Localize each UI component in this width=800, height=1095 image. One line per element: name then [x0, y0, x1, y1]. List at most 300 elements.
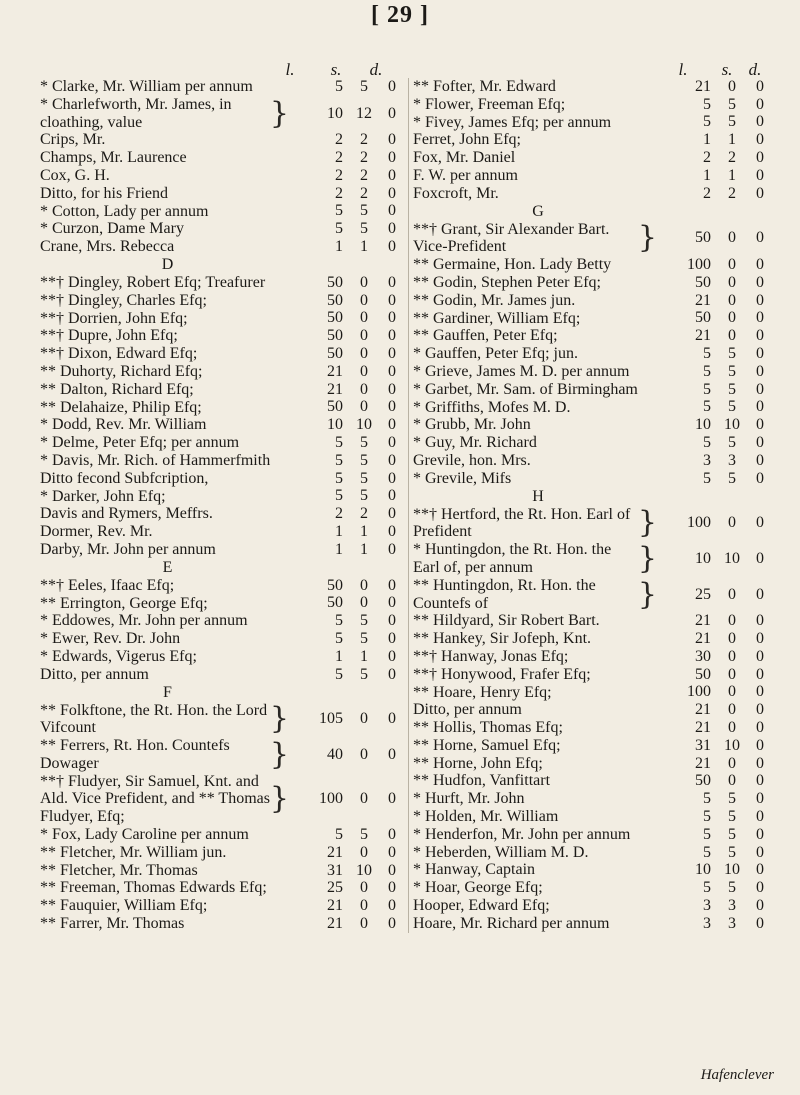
subscriber-entry: [413, 381, 773, 399]
amount: [661, 78, 773, 96]
shillings-header: s.: [330, 60, 342, 79]
pounds-value: 5: [703, 362, 711, 380]
amount: [293, 666, 405, 684]
subscriber-entry: [413, 701, 773, 719]
pounds-value: 5: [703, 469, 711, 487]
catchword: Hafenclever: [700, 1067, 774, 1083]
subscriber-name: ** Hankey, Sir Jofeph, Knt.: [413, 630, 592, 648]
shillings-value: 12: [356, 104, 372, 122]
pence-value: 0: [756, 273, 764, 291]
subscriber-entry: [413, 772, 773, 790]
shillings-value: 5: [360, 451, 368, 469]
subscriber-entry: [413, 78, 773, 96]
shillings-value: 5: [728, 362, 736, 380]
shillings-value: 0: [360, 380, 368, 398]
subscriber-name: Ditto, per annum: [40, 665, 149, 683]
pence-value: 0: [388, 380, 396, 398]
subscriber-entry: [413, 719, 773, 737]
pounds-value: 100: [687, 683, 711, 701]
shillings-value: 1: [728, 166, 736, 184]
pence-value: 0: [756, 647, 764, 665]
subscriber-name: Ditto fecond Subfcription,: [40, 469, 209, 487]
right-subscriber-column: [408, 78, 773, 933]
amount: [661, 772, 773, 790]
subscriber-name: ** Freeman, Thomas Edwards Efq;: [40, 879, 267, 897]
pence-value: 0: [756, 585, 764, 603]
pence-value: 0: [388, 647, 396, 665]
amount: [293, 541, 405, 559]
pence-value: 0: [388, 469, 396, 487]
amount: [661, 514, 773, 532]
subscriber-entry: [413, 345, 773, 363]
pence-value: 0: [756, 736, 764, 754]
pence-value: 0: [388, 398, 396, 416]
subscriber-entry: [40, 292, 405, 310]
subscriber-name: Grevile, hon. Mrs.: [413, 451, 531, 469]
shillings-value: 1: [728, 131, 736, 149]
pounds-value: 5: [703, 808, 711, 826]
amount: [661, 861, 773, 879]
subscriber-entry: [40, 879, 405, 897]
pence-value: 0: [388, 327, 396, 345]
brace-mark: }: [637, 576, 657, 612]
subscriber-entry: [413, 861, 773, 879]
amount: [293, 167, 405, 185]
pounds-value: 5: [703, 345, 711, 363]
shillings-value: 5: [360, 612, 368, 630]
amount: [293, 310, 405, 328]
subscriber-entry: [413, 737, 773, 755]
pounds-value: 5: [335, 469, 343, 487]
subscriber-entry: [413, 96, 773, 114]
pence-value: 0: [756, 149, 764, 167]
pence-value: 0: [756, 309, 764, 327]
amount: [293, 203, 405, 221]
subscriber-name: ** Errington, George Efq;: [40, 594, 208, 612]
amount: [293, 470, 405, 488]
subscriber-entry: [40, 78, 405, 96]
page-number: [ 29 ]: [371, 2, 429, 28]
subscriber-entry: [40, 862, 405, 880]
amount: [293, 327, 405, 345]
subscriber-name: **† Hertford, the Rt. Hon. Earl of Prefident: [413, 505, 631, 541]
subscriber-entry: [413, 790, 773, 808]
subscriber-entry: [40, 844, 405, 862]
amount: [293, 105, 405, 123]
subscriber-name: ** Godin, Mr. James jun.: [413, 291, 576, 309]
section-letter: F: [163, 683, 172, 701]
pounds-value: 25: [695, 585, 711, 603]
subscriber-entry: [40, 470, 405, 488]
subscriber-name: ** Horne, John Efq;: [413, 754, 543, 772]
shillings-header: s.: [721, 60, 733, 79]
subscriber-entry: [413, 363, 773, 381]
subscriber-name: ** Germaine, Hon. Lady Betty: [413, 256, 612, 274]
pence-value: 0: [388, 710, 396, 728]
amount: [293, 648, 405, 666]
subscriber-entry: [413, 399, 773, 417]
shillings-value: 0: [360, 879, 368, 897]
pence-value: 0: [756, 683, 764, 701]
subscriber-entry: [40, 452, 405, 470]
subscriber-entry: [413, 416, 773, 434]
shillings-value: 0: [728, 701, 736, 719]
pounds-value: 5: [335, 451, 343, 469]
pounds-value: 50: [695, 273, 711, 291]
pounds-value: 5: [335, 630, 343, 648]
subscriber-entry: [40, 96, 405, 132]
subscriber-name: Foxcroft, Mr.: [413, 184, 499, 202]
subscriber-name: * Griffiths, Mofes M. D.: [413, 398, 571, 416]
pounds-value: 21: [695, 327, 711, 345]
shillings-value: 0: [728, 647, 736, 665]
shillings-value: 0: [728, 719, 736, 737]
subscriber-entry: [40, 345, 405, 363]
amount: [661, 381, 773, 399]
pence-value: 0: [388, 505, 396, 523]
amount: [293, 790, 405, 808]
shillings-value: 0: [360, 576, 368, 594]
subscriber-name: * Hoar, George Efq;: [413, 879, 543, 897]
amount: [293, 595, 405, 613]
subscriber-entry: [413, 256, 773, 274]
shillings-value: 0: [728, 309, 736, 327]
subscriber-entry: [413, 630, 773, 648]
pence-value: 0: [756, 434, 764, 452]
subscriber-name: * Grevile, Mifs: [413, 469, 512, 487]
amount: [293, 292, 405, 310]
pounds-value: 5: [703, 113, 711, 131]
pounds-value: 50: [327, 309, 343, 327]
subscriber-name: * Heberden, William M. D.: [413, 843, 589, 861]
shillings-value: 5: [360, 469, 368, 487]
brace-mark: }: [637, 540, 657, 576]
subscriber-entry: [413, 684, 773, 702]
subscriber-name: * Henderfon, Mr. John per annum: [413, 825, 631, 843]
subscriber-entry: [40, 826, 405, 844]
shillings-value: 0: [360, 843, 368, 861]
amount: [661, 648, 773, 666]
amount: [661, 363, 773, 381]
subscriber-name: ** Hoare, Henry Efq;: [413, 683, 552, 701]
amount: [293, 844, 405, 862]
subscriber-entry: [40, 773, 405, 826]
shillings-value: 0: [728, 273, 736, 291]
pounds-value: 10: [695, 550, 711, 568]
amount: [661, 666, 773, 684]
pounds-value: 5: [703, 398, 711, 416]
shillings-value: 5: [728, 95, 736, 113]
shillings-value: 0: [728, 630, 736, 648]
subscriber-name: * Charlefworth, Mr. James, in cloathing, value: [40, 95, 232, 131]
subscriber-name: * Davis, Mr. Rich. of Hammerfmith: [40, 451, 271, 469]
pounds-value: 5: [335, 612, 343, 630]
shillings-value: 3: [728, 451, 736, 469]
pence-value: 0: [388, 220, 396, 238]
subscriber-entry: [413, 915, 773, 933]
pounds-value: 5: [703, 790, 711, 808]
pounds-value: 1: [335, 647, 343, 665]
subscriber-entry: [413, 808, 773, 826]
pounds-value: 50: [327, 273, 343, 291]
shillings-value: 0: [360, 273, 368, 291]
shillings-value: 2: [360, 184, 368, 202]
amount: [661, 915, 773, 933]
amount: [661, 550, 773, 568]
pounds-value: 25: [327, 879, 343, 897]
amount: [293, 523, 405, 541]
amount: [293, 452, 405, 470]
subscriber-entry: [40, 416, 405, 434]
subscriber-name: * Guy, Mr. Richard: [413, 434, 537, 452]
shillings-value: 5: [360, 202, 368, 220]
pounds-value: 1: [335, 523, 343, 541]
shillings-value: 0: [728, 612, 736, 630]
subscriber-entry: [413, 826, 773, 844]
amount: [661, 452, 773, 470]
shillings-value: 5: [728, 380, 736, 398]
pounds-value: 31: [695, 736, 711, 754]
pounds-value: 5: [703, 825, 711, 843]
subscriber-name: Crane, Mrs. Rebecca: [40, 238, 175, 256]
amount: [293, 399, 405, 417]
subscriber-entry: [40, 363, 405, 381]
subscriber-name: Hooper, Edward Efq;: [413, 897, 550, 915]
pounds-value: 3: [703, 451, 711, 469]
pence-value: 0: [756, 77, 764, 95]
amount: [661, 826, 773, 844]
shillings-value: 0: [360, 345, 368, 363]
shillings-value: 5: [728, 469, 736, 487]
brace-mark: }: [269, 95, 289, 131]
pounds-value: 21: [695, 719, 711, 737]
amount: [661, 630, 773, 648]
amount: [661, 416, 773, 434]
shillings-value: 0: [360, 897, 368, 915]
pence-value: 0: [756, 630, 764, 648]
pence-value: 0: [756, 861, 764, 879]
subscriber-entry: [413, 541, 773, 577]
subscriber-entry: [40, 630, 405, 648]
amount: [661, 399, 773, 417]
pence-value: 0: [756, 897, 764, 915]
pence-value: 0: [388, 238, 396, 256]
pence-value: 0: [388, 291, 396, 309]
subscriber-entry: [413, 612, 773, 630]
shillings-value: 0: [360, 291, 368, 309]
amount: [661, 256, 773, 274]
subscriber-name: ** Gardiner, William Efq;: [413, 309, 581, 327]
subscriber-name: **† Dingley, Charles Efq;: [40, 291, 207, 309]
amount: [661, 470, 773, 488]
pence-value: 0: [388, 523, 396, 541]
shillings-value: 0: [728, 683, 736, 701]
subscriber-name: ** Fauquier, William Efq;: [40, 897, 208, 915]
section-letter: E: [162, 558, 173, 576]
pounds-value: 2: [703, 149, 711, 167]
pounds-value: 50: [695, 309, 711, 327]
pence-value: 0: [756, 772, 764, 790]
shillings-value: 0: [360, 362, 368, 380]
subscriber-entry: [40, 523, 405, 541]
amount: [661, 149, 773, 167]
left-subscriber-column: [40, 78, 405, 933]
amount: [293, 149, 405, 167]
pence-value: 0: [388, 879, 396, 897]
pence-value: 0: [756, 184, 764, 202]
subscriber-name: **† Dingley, Robert Efq; Treafurer: [40, 273, 266, 291]
shillings-value: 0: [728, 77, 736, 95]
pence-value: 0: [756, 345, 764, 363]
subscriber-name: ** Fletcher, Mr. William jun.: [40, 843, 227, 861]
section-letter: H: [532, 487, 544, 505]
pounds-value: 21: [327, 362, 343, 380]
subscriber-name: **† Eeles, Ifaac Efq;: [40, 576, 175, 594]
subscriber-entry: [40, 203, 405, 221]
amount: [661, 434, 773, 452]
pence-value: 0: [388, 131, 396, 149]
pence-value: 0: [388, 861, 396, 879]
pence-value: 0: [388, 665, 396, 683]
pence-value: 0: [756, 808, 764, 826]
shillings-value: 2: [728, 184, 736, 202]
subscriber-name: Ditto, for his Friend: [40, 184, 168, 202]
pounds-value: 40: [327, 745, 343, 763]
subscriber-entry: [413, 292, 773, 310]
brace-mark: }: [269, 781, 289, 817]
subscriber-entry: [40, 185, 405, 203]
shillings-value: 5: [728, 843, 736, 861]
amount: [661, 701, 773, 719]
amount: [661, 185, 773, 203]
subscriber-name: **† Dixon, Edward Efq;: [40, 345, 198, 363]
subscriber-name: * Clarke, Mr. William per annum: [40, 78, 253, 95]
pounds-value: 2: [335, 505, 343, 523]
subscriber-name: ** Huntingdon, Rt. Hon. the Countefs of: [413, 576, 596, 612]
pence-value: 0: [756, 754, 764, 772]
amount: [293, 345, 405, 363]
amount: [661, 586, 773, 604]
pounds-value: 100: [319, 790, 343, 808]
shillings-value: 0: [728, 229, 736, 247]
shillings-value: 5: [728, 879, 736, 897]
pence-value: 0: [388, 915, 396, 933]
amount: [661, 879, 773, 897]
pence-value: 0: [756, 701, 764, 719]
subscriber-name: ** Godin, Stephen Peter Efq;: [413, 273, 601, 291]
subscriber-name: ** Farrer, Mr. Thomas: [40, 915, 185, 933]
pounds-value: 50: [695, 229, 711, 247]
pounds-value: 21: [695, 630, 711, 648]
pounds-value: 1: [335, 540, 343, 558]
shillings-value: 0: [360, 594, 368, 612]
amount: [293, 577, 405, 595]
subscriber-entry: [413, 327, 773, 345]
pounds-value: 50: [327, 576, 343, 594]
subscriber-entry: [40, 149, 405, 167]
pence-value: 0: [756, 327, 764, 345]
amount: [293, 862, 405, 880]
pounds-value: 5: [335, 665, 343, 683]
subscriber-name: Hoare, Mr. Richard per annum: [413, 914, 610, 932]
subscriber-name: * Fox, Lady Caroline per annum: [40, 826, 249, 844]
pence-value: 0: [388, 612, 396, 630]
subscriber-entry: [413, 648, 773, 666]
subscriber-name: Ditto, per annum: [413, 701, 522, 719]
pounds-value: 21: [695, 754, 711, 772]
subscriber-name: * Flower, Freeman Efq;: [413, 95, 566, 113]
amount: [293, 710, 405, 728]
subscriber-name: ** Horne, Samuel Efq;: [413, 736, 561, 754]
pence-value: 0: [756, 550, 764, 568]
amount: [661, 612, 773, 630]
subscriber-entry: [40, 897, 405, 915]
pence-value: 0: [756, 398, 764, 416]
pounds-value: 50: [327, 291, 343, 309]
subscriber-name: ** Hollis, Thomas Efq;: [413, 719, 563, 737]
pounds-value: 50: [327, 345, 343, 363]
amount: [661, 719, 773, 737]
pounds-header: l.: [678, 60, 688, 79]
amount: [293, 505, 405, 523]
amount: [293, 879, 405, 897]
pounds-value: 5: [703, 843, 711, 861]
shillings-value: 2: [728, 149, 736, 167]
subscriber-entry: [413, 185, 773, 203]
pounds-value: 21: [327, 915, 343, 933]
subscriber-entry: [413, 755, 773, 773]
amount: [293, 78, 405, 96]
amount: [293, 612, 405, 630]
subscriber-entry: [40, 220, 405, 238]
shillings-value: 10: [356, 861, 372, 879]
pence-value: 0: [388, 345, 396, 363]
pounds-value: 31: [327, 861, 343, 879]
subscriber-name: Cox, G. H.: [40, 166, 110, 184]
pence-value: 0: [756, 914, 764, 932]
amount: [661, 327, 773, 345]
pounds-value: 100: [687, 256, 711, 274]
pounds-value: 30: [695, 647, 711, 665]
amount: [293, 381, 405, 399]
shillings-value: 5: [728, 434, 736, 452]
pence-value: 0: [388, 451, 396, 469]
subscriber-entry: [40, 434, 405, 452]
subscriber-entry: [413, 221, 773, 257]
pence-value: 0: [388, 540, 396, 558]
pence-value: 0: [756, 719, 764, 737]
shillings-value: 10: [724, 416, 740, 434]
subscriber-name: F. W. per annum: [413, 166, 518, 184]
amount: [661, 345, 773, 363]
shillings-value: 5: [728, 398, 736, 416]
pounds-value: 1: [335, 238, 343, 256]
subscriber-name: ** Delahaize, Philip Efq;: [40, 398, 202, 416]
shillings-value: 5: [360, 487, 368, 505]
shillings-value: 0: [360, 398, 368, 416]
subscriber-name: * Cotton, Lady per annum: [40, 202, 209, 220]
subscriber-name: * Dodd, Rev. Mr. William: [40, 416, 207, 434]
shillings-value: 5: [728, 808, 736, 826]
shillings-value: 1: [360, 523, 368, 541]
pounds-value: 50: [695, 772, 711, 790]
subscriber-name: * Fivey, James Efq; per annum: [413, 113, 612, 131]
amount: [293, 185, 405, 203]
subscriber-entry: [40, 327, 405, 345]
shillings-value: 5: [728, 345, 736, 363]
subscriber-name: * Holden, Mr. William: [413, 808, 559, 826]
amount: [661, 808, 773, 826]
